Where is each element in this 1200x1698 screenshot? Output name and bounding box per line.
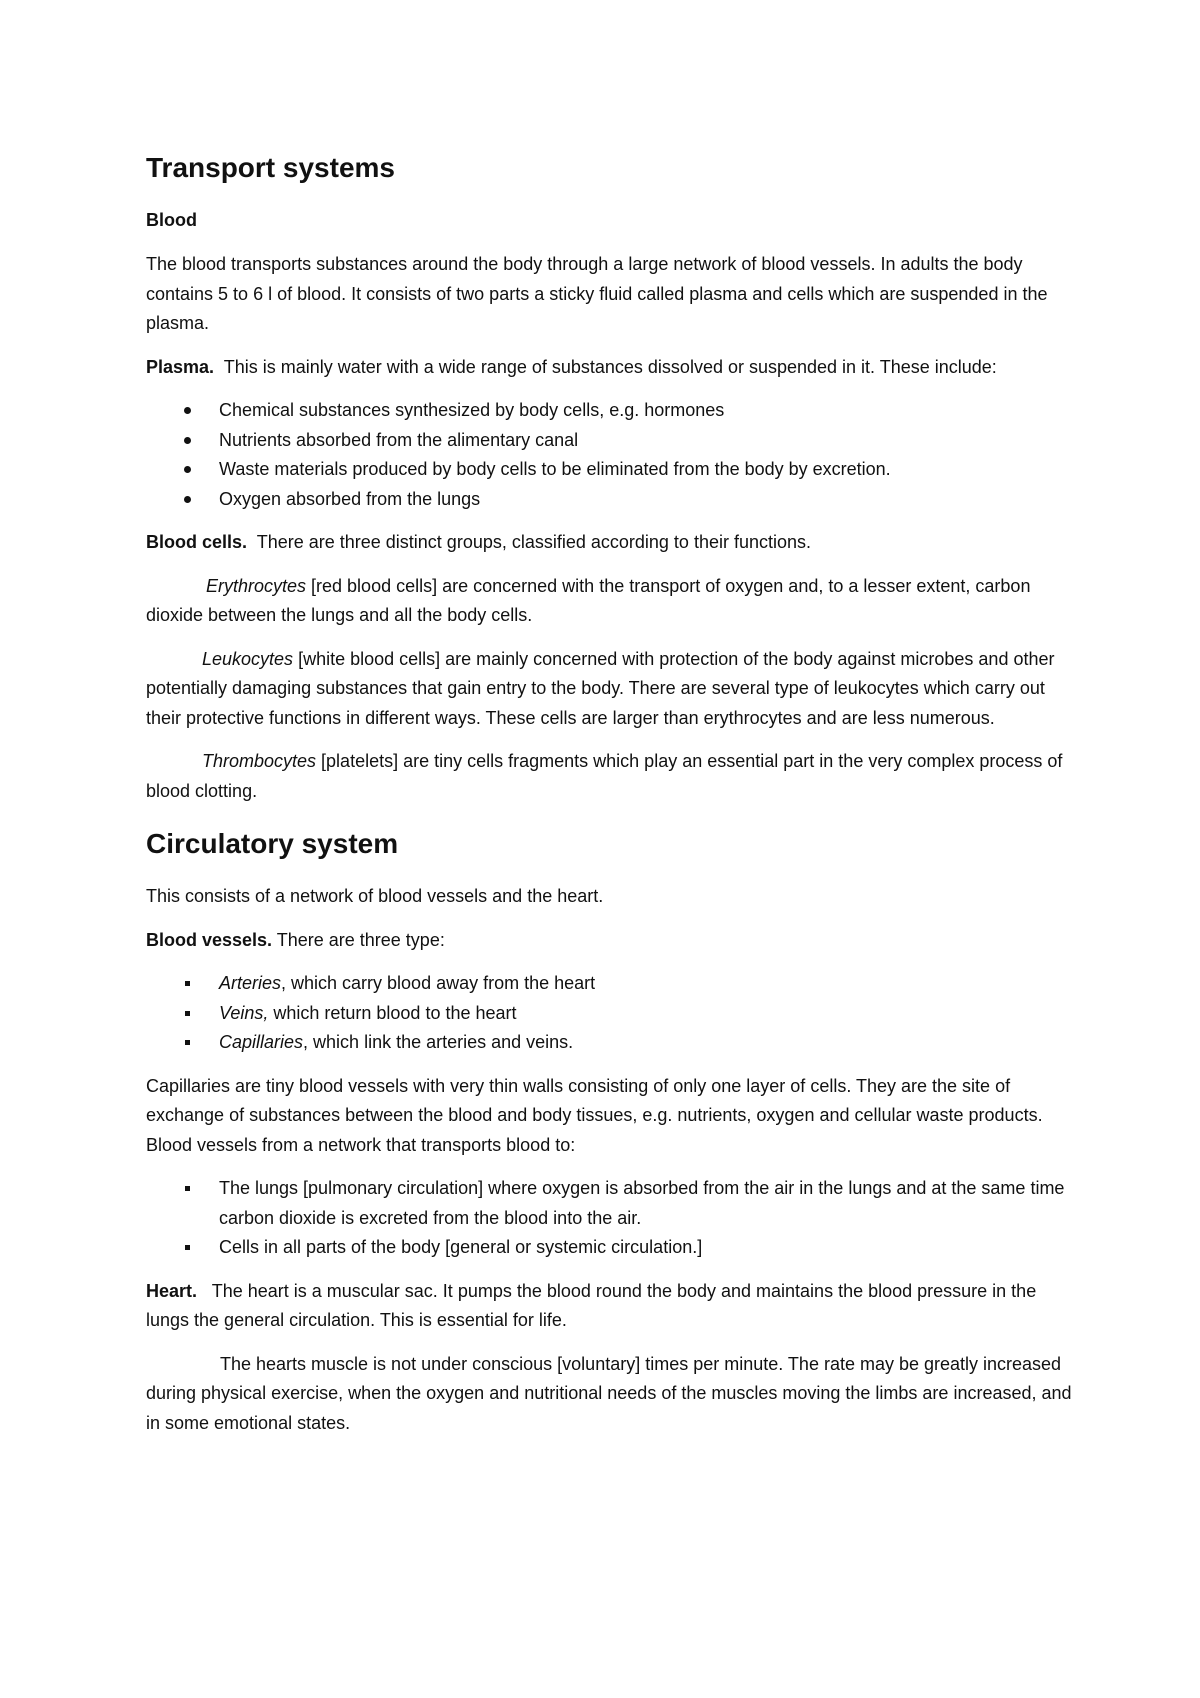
list-item: Waste materials produced by body cells to be eliminated from the body by excretion. (146, 455, 1076, 485)
list-item: The lungs [pulmonary circulation] where oxygen is absorbed from the air in the lungs and at the same time carbon dioxide is excreted from the blood into the air. (146, 1174, 1076, 1233)
erythrocytes-text: [red blood cells] are concerned with the transport of oxygen and, to a lesser extent, carbon dioxide between the lungs and all the body cells. (146, 575, 1031, 625)
thrombocytes-text: [platelets] are tiny cells fragments which play an essential part in the very complex process of blood clotting. (146, 751, 1063, 801)
plasma-list (146, 396, 1076, 514)
leukocytes-text: [white blood cells] are mainly concerned with protection of the body against microbes and other potentially damaging substances that gain entry to the body. There are several type of leukocytes which carry out their protective functions in different ways. These cells are larger than erythrocytes and are less numerous. (146, 648, 1055, 728)
erythrocytes-paragraph (146, 572, 1076, 631)
thrombocytes-paragraph (146, 747, 1076, 806)
erythrocytes-term: Erythrocytes (206, 575, 307, 596)
heart-paragraph-2: The hearts muscle is not under conscious [voluntary] times per minute. The rate may be greatly increased during physical exercise, when the oxygen and nutritional needs of the muscles moving the limbs are increased, and in some emotional states. (146, 1353, 1072, 1433)
vessels-text: There are three type: (272, 929, 445, 950)
heart-paragraph (146, 1277, 1076, 1336)
plasma-paragraph (146, 353, 1076, 383)
bullet-icon (185, 1245, 190, 1250)
vessels-label: Blood vessels. (146, 929, 273, 950)
blood-cells-label: Blood cells. (146, 532, 248, 552)
blood-heading: Blood (146, 210, 197, 230)
leukocytes-term: Leukocytes (202, 648, 294, 669)
list-item: Oxygen absorbed from the lungs (146, 485, 1076, 515)
circulatory-intro: This consists of a network of blood vessels and the heart. (146, 886, 604, 906)
bullet-icon (184, 496, 191, 503)
plasma-text: This is mainly water with a wide range of substances dissolved or suspended in it. These include: (223, 356, 997, 377)
thrombocytes-term: Thrombocytes (202, 751, 317, 771)
bullet-icon (185, 981, 190, 986)
list-item: Arteries, which carry blood away from the heart (146, 969, 1076, 999)
list-item: Cells in all parts of the body [general or systemic circulation.] (146, 1233, 1076, 1263)
plasma-label: Plasma. (146, 356, 215, 377)
list-item: Nutrients absorbed from the alimentary canal (146, 426, 1076, 456)
list-item: Chemical substances synthesized by body cells, e.g. hormones (146, 396, 1076, 426)
list-item: Capillaries, which link the arteries and veins. (146, 1028, 1076, 1058)
document-page (146, 150, 1076, 1452)
blood-cells-paragraph (146, 528, 1076, 558)
bullet-icon (184, 437, 191, 444)
bullet-icon (185, 1186, 190, 1191)
page-title: Transport systems (146, 152, 395, 183)
list-item: Veins, which return blood to the heart (146, 999, 1076, 1029)
blood-intro: The blood transports substances around the body through a large network of blood vessels. In adults the body contains 5 to 6 l of blood. It consists of two parts a sticky fluid called plasma and cells which are suspended in the plasma. (146, 254, 1048, 333)
bullet-icon (185, 1011, 190, 1016)
heart-text: The heart is a muscular sac. It pumps the blood round the body and maintains the blood pressure in the lungs the general circulation. This is essential for life. (146, 1280, 1037, 1330)
capillaries-paragraph: Capillaries are tiny blood vessels with very thin walls consisting of only one layer of cells. They are the site of exchange of substances between the blood and body tissues, e.g. nutrients, oxygen and cellular waste products. Blood vessels from a network that transports blood to: (146, 1075, 1043, 1155)
circulatory-heading: Circulatory system (146, 828, 399, 859)
leukocytes-paragraph (146, 645, 1076, 734)
bullet-icon (185, 1040, 190, 1045)
bullet-icon (184, 466, 191, 473)
bullet-icon (184, 407, 191, 414)
heart-label: Heart. (146, 1280, 198, 1301)
vessels-list (146, 969, 1076, 1058)
network-list (146, 1174, 1076, 1263)
blood-cells-text: There are three distinct groups, classified according to their functions. (256, 532, 812, 552)
vessels-paragraph (146, 926, 1076, 956)
